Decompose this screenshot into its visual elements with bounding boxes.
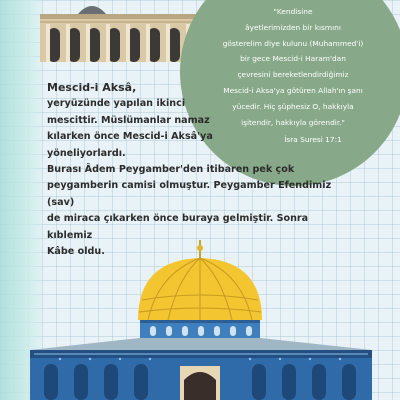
article-line: kılarken önce Mescid-i Aksâ'ya <box>47 131 213 143</box>
verse-line: bir gece Mescid-i Haram'dan <box>240 54 346 64</box>
article-line: yöneliyorlardı. <box>47 147 126 159</box>
article-line: mescittir. Müslümanlar namaz <box>47 114 210 126</box>
verse-line: gösterelim diye kulunu (Muhammed'i) <box>222 38 364 48</box>
al-aqsa-mosque-illustration <box>40 0 200 62</box>
article-title: Mescid-i Aksâ, <box>47 81 137 94</box>
verse-line: âyetlerimizden bir kısmını <box>245 22 341 32</box>
verse-line: Mescid-i Aksa'ya götüren Allah'ın şanı <box>223 85 363 95</box>
article-line: peygamberin camisi olmuştur. Peygamber Efendimiz (sav) <box>47 180 332 208</box>
verse-line: "Kendisine <box>273 7 313 16</box>
article-body <box>47 80 347 260</box>
verse-line: işitendir, hakkıyla görendir." <box>241 117 345 127</box>
article-line: Burası Âdem Peygamber'den itibaren pek çok <box>47 164 295 176</box>
article-line: yeryüzünde yapılan ikinci <box>47 98 186 110</box>
verse-source: İsra Suresi 17:1 <box>284 135 342 145</box>
dome-of-the-rock-illustration <box>0 238 400 400</box>
verse-line: yücedir. Hiç şüphesiz O, hakkıyla <box>232 101 354 111</box>
article-line: de miraca çıkarken önce buraya gelmiştir. Sonra kıblemiz <box>47 213 309 241</box>
article-line: Kâbe oldu. <box>47 246 105 258</box>
verse-line: çevresini bereketlendirdiğimiz <box>237 70 349 80</box>
